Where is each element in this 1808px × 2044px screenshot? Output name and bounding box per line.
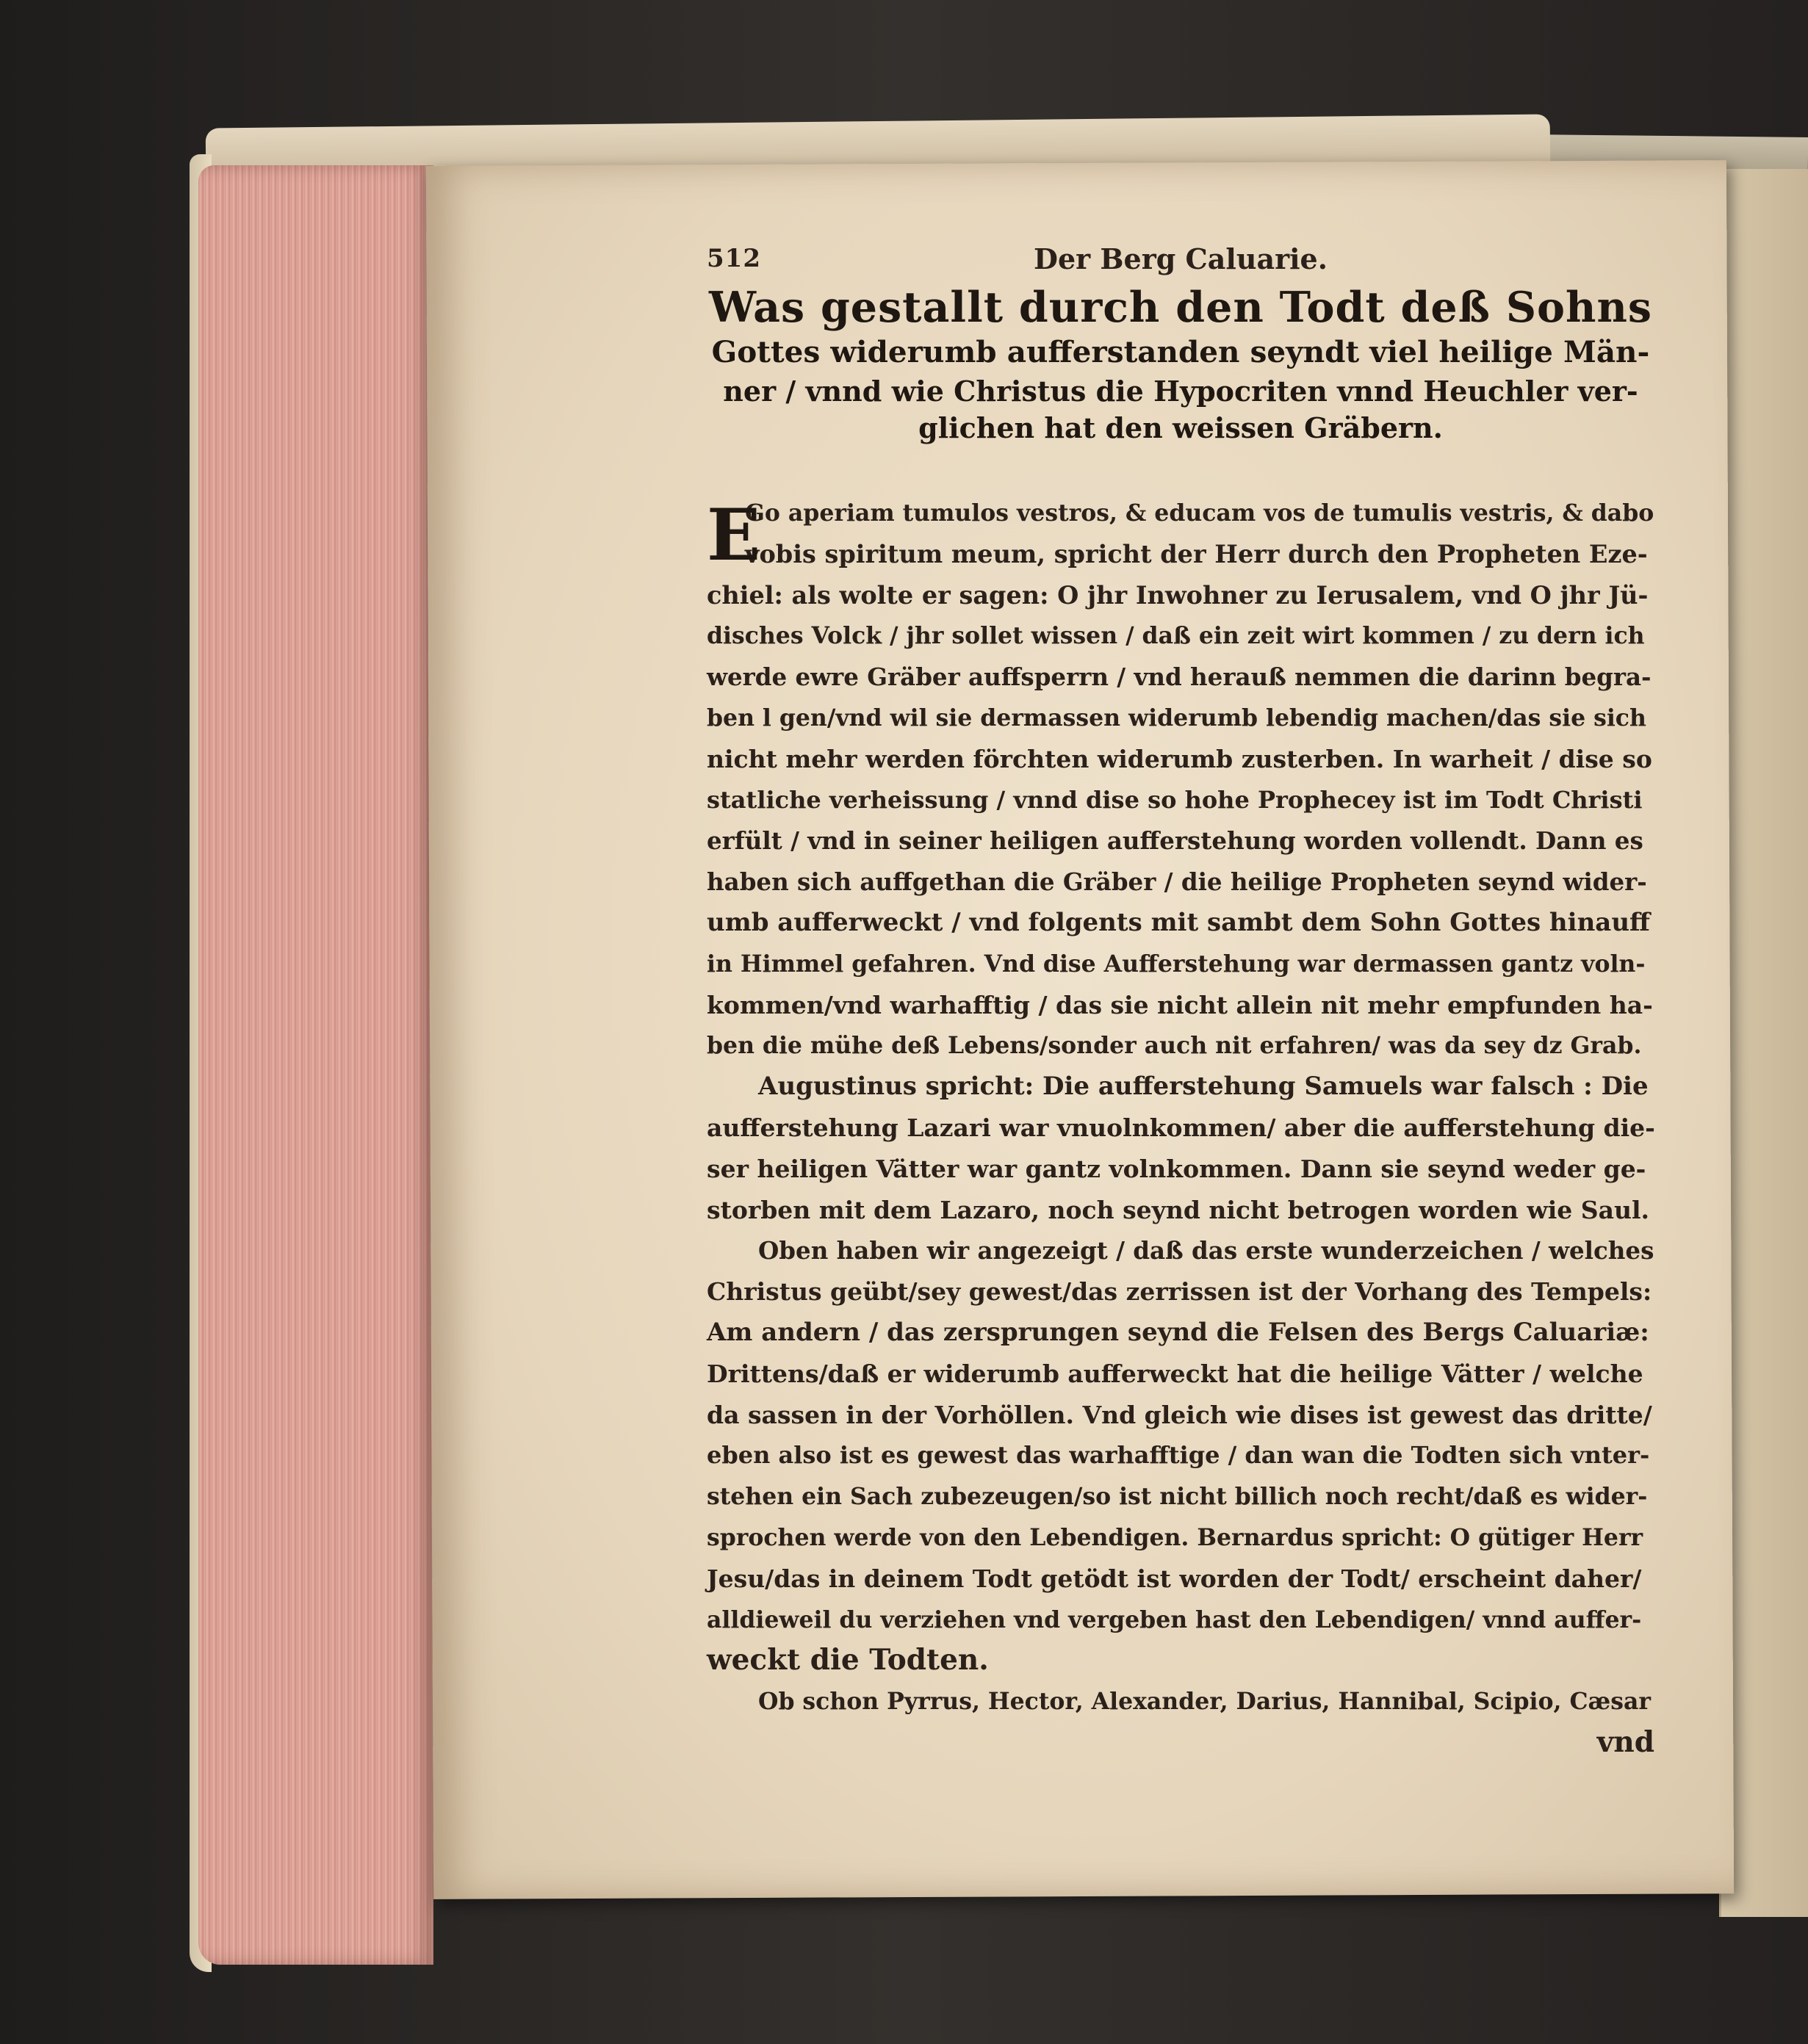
text-line: Am andern / das zersprungen seynd die Felsen des Bergs Caluariæ: [707,1317,1649,1347]
text-line: chiel: als wolte er sagen: O jhr Inwohner zu Ierusalem, vnd O jhr Jü- [707,580,1649,610]
text-line: ben l gen/vnd wil sie dermassen widerumb lebendig machen/das sie sich [707,704,1646,732]
text-line: werde ewre Gräber auffsperrn / vnd herauß nemmen die darinn begra- [707,662,1652,692]
running-head [707,241,1654,282]
text-line: storben mit dem Lazaro, noch seynd nicht betrogen worden wie Saul. [707,1195,1650,1224]
drop-capital: E [707,494,761,577]
text-line: vobis spiritum meum, spricht der Herr durch den Propheten Eze- [745,539,1648,568]
text-line: da sassen in der Vorhöllen. Vnd gleich wie dises ist gewest das dritte/ [707,1400,1652,1429]
chapter-heading [707,283,1654,444]
body-text [707,493,1654,1763]
text-line: Drittens/daß er widerumb aufferweckt hat die heilige Vätter / welche [707,1359,1643,1388]
heading-line: Gottes widerumb aufferstanden seyndt viel heilige Män- [711,334,1650,369]
text-line: sprochen werde von den Lebendigen. Bernardus spricht: O gütiger Herr [707,1523,1643,1551]
catchword: vnd [1596,1725,1654,1759]
page-number: 512 [707,244,761,273]
text-line: stehen ein Sach zubezeugen/so ist nicht billich noch recht/daß es wider- [707,1483,1648,1511]
text-line: ser heiligen Vätter war gantz volnkommen. Dann sie seynd weder ge- [707,1154,1646,1183]
text-line: Oben haben wir angezeigt / daß das erste wunderzeichen / welches [758,1236,1654,1265]
text-line: Augustinus spricht: Die aufferstehung Samuels war falsch : Die [758,1072,1649,1102]
text-line: eben also ist es gewest das warhafftige / dan wan die Todten sich vnter- [707,1441,1650,1470]
text-line: weckt die Todten. [707,1643,989,1678]
text-line: ben die mühe deß Lebens/sonder auch nit erfahren/ was da sey dz Grab. [707,1032,1642,1060]
page-block-edge [198,165,433,1965]
heading-line: glichen hat den weissen Gräbern. [918,411,1443,444]
text-line: umb aufferweckt / vnd folgents mit sambt dem Sohn Gottes hinauff [707,907,1650,937]
text-line: nicht mehr werden förchten widerumb zusterben. In warheit / dise so [707,744,1652,773]
text-line: erfült / vnd in seiner heiligen aufferstehung worden vollendt. Dann es [707,826,1643,856]
text-line: Jesu/das in deinem Todt getödt ist worden der Todt/ erscheint daher/ [707,1564,1642,1593]
text-line: kommen/vnd warhafftig / das sie nicht allein nit mehr empfunden ha- [707,990,1653,1019]
heading-line: ner / vnnd wie Christus die Hypocriten vnnd Heuchler ver- [723,374,1638,408]
running-head-title: Der Berg Caluarie. [1034,242,1328,275]
heading-line: Was gestallt durch den Todt deß Sohns [709,283,1652,332]
text-line: Christus geübt/sey gewest/das zerrissen ist der Vorhang des Tempels: [707,1277,1652,1307]
text-line: haben sich auffgethan die Gräber / die heilige Propheten seynd wider- [707,867,1647,897]
text-line: Ob schon Pyrrus, Hector, Alexander, Darius, Hannibal, Scipio, Cæsar [758,1688,1651,1716]
text-line: in Himmel gefahren. Vnd dise Aufferstehung war dermassen gantz voln- [707,950,1646,978]
text-line: disches Volck / jhr sollet wissen / daß ein zeit wirt kommen / zu dern ich [707,622,1645,650]
text-line: statliche verheissung / vnnd dise so hohe Prophecey ist im Todt Christi [707,785,1643,814]
text-line: Go aperiam tumulos vestros, & educam vos de tumulis vestris, & dabo [745,499,1654,527]
text-line: alldieweil du verziehen vnd vergeben hast den Lebendigen/ vnnd auffer- [707,1606,1642,1633]
text-line: aufferstehung Lazari war vnuolnkommen/ aber die aufferstehung die- [707,1113,1655,1142]
